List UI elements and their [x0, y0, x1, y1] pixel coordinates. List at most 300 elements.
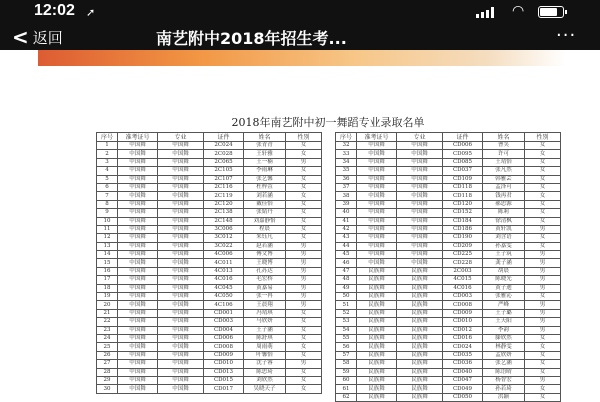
table-cell: 女: [525, 343, 561, 351]
table-cell: 男: [525, 284, 561, 292]
table-cell: 女: [286, 167, 322, 175]
table-row: [336, 225, 561, 233]
table-cell: CD035: [443, 351, 483, 359]
table-cell: 民族舞: [357, 376, 397, 384]
table-cell: 中国舞: [158, 158, 204, 166]
table-cell: 男: [525, 251, 561, 259]
table-row: [336, 242, 561, 250]
table-cell: 郝思源: [483, 200, 525, 208]
table-cell: 王一楠: [244, 158, 286, 166]
table-row: [97, 276, 322, 284]
table-row: [97, 376, 322, 384]
table-cell: 女: [525, 351, 561, 359]
table-cell: CD008: [443, 301, 483, 309]
table-cell: 许可: [483, 150, 525, 158]
table-cell: 滕欣然: [483, 334, 525, 342]
table-cell: CD040: [443, 368, 483, 376]
table-cell: 张青青: [244, 142, 286, 150]
table-cell: 中国舞: [158, 351, 204, 359]
table-row: [336, 351, 561, 359]
table-cell: 53: [336, 318, 357, 326]
table-cell: 胡晨: [483, 267, 525, 275]
table-cell: 中国舞: [118, 200, 158, 208]
table-cell: 孟泽可: [483, 183, 525, 191]
table-cell: 林静雯: [483, 343, 525, 351]
table-cell: 41: [336, 217, 357, 225]
table-cell: 10: [97, 217, 118, 225]
table-cell: 中国舞: [118, 192, 158, 200]
table-cell: 中国舞: [397, 175, 443, 183]
table-row: [97, 284, 322, 292]
table-row: [336, 217, 561, 225]
table-cell: 46: [336, 259, 357, 267]
table-cell: 王子涵: [244, 326, 286, 334]
header-banner-image: [38, 50, 566, 66]
cellular-signal-icon: [476, 7, 498, 18]
table-row: [97, 200, 322, 208]
table-cell: 51: [336, 301, 357, 309]
table-cell: 男: [525, 301, 561, 309]
table-cell: 民族舞: [397, 360, 443, 368]
table-cell: CD186: [443, 225, 483, 233]
table-cell: CD037: [443, 167, 483, 175]
table-cell: 中国舞: [397, 209, 443, 217]
table-row: [97, 334, 322, 342]
header-cell: 证件: [443, 133, 483, 142]
table-cell: 2C028: [204, 150, 244, 158]
table-cell: 民族舞: [357, 301, 397, 309]
table-cell: CD118: [443, 183, 483, 191]
table-cell: 中国舞: [158, 334, 204, 342]
table-row: [336, 284, 561, 292]
table-cell: 张一冉: [244, 293, 286, 301]
table-cell: 22: [97, 318, 118, 326]
document-title: 2018年南艺附中初一舞蹈专业录取名单: [231, 116, 425, 129]
table-row: [336, 259, 561, 267]
table-cell: 16: [97, 267, 118, 275]
table-cell: 9: [97, 209, 118, 217]
table-cell: 女: [286, 175, 322, 183]
table-cell: 男: [286, 276, 322, 284]
table-cell: 曹笑: [483, 142, 525, 150]
table-cell: 女: [286, 225, 322, 233]
location-arrow-icon: ➚: [86, 6, 96, 19]
table-cell: 女: [286, 376, 322, 384]
page-title: 南艺附中2018年招生考...: [156, 29, 347, 48]
table-cell: 女: [525, 242, 561, 250]
table-row: [336, 343, 561, 351]
table-cell: 中国舞: [357, 150, 397, 158]
more-options-button[interactable]: ···: [556, 25, 577, 46]
table-cell: 刘若涵: [244, 192, 286, 200]
table-cell: 中国舞: [158, 259, 204, 267]
table-cell: 女: [525, 175, 561, 183]
table-cell: 中国舞: [118, 293, 158, 301]
table-cell: 4C016: [204, 276, 244, 284]
table-cell: 王晓博: [244, 259, 286, 267]
table-cell: 中国舞: [118, 334, 158, 342]
table-cell: CD184: [443, 217, 483, 225]
table-cell: 朱钰凡: [244, 234, 286, 242]
table-row: [336, 293, 561, 301]
table-cell: 女: [286, 217, 322, 225]
table-cell: 中国舞: [357, 217, 397, 225]
table-row: [97, 309, 322, 317]
table-cell: 32: [336, 142, 357, 150]
table-cell: 民族舞: [357, 276, 397, 284]
table-cell: 21: [97, 309, 118, 317]
status-bar: [0, 0, 600, 24]
table-cell: 中国舞: [118, 276, 158, 284]
table-cell: 中国舞: [357, 242, 397, 250]
table-cell: 女: [525, 200, 561, 208]
table-cell: 男: [286, 251, 322, 259]
table-cell: 男: [525, 376, 561, 384]
table-cell: 8: [97, 200, 118, 208]
table-cell: 中国舞: [158, 234, 204, 242]
table-cell: 中国舞: [118, 376, 158, 384]
header-cell: 证件: [204, 133, 244, 142]
table-cell: 36: [336, 175, 357, 183]
table-cell: 女: [286, 368, 322, 376]
table-cell: 中国舞: [118, 309, 158, 317]
table-cell: CD010: [443, 318, 483, 326]
table-cell: 刘含语: [483, 234, 525, 242]
table-cell: 男: [525, 225, 561, 233]
table-cell: 韩雅芸: [483, 175, 525, 183]
table-cell: 中国舞: [158, 251, 204, 259]
table-cell: 59: [336, 368, 357, 376]
table-cell: CD120: [443, 200, 483, 208]
table-cell: 民族舞: [357, 368, 397, 376]
table-cell: 17: [97, 276, 118, 284]
table-cell: 中国舞: [397, 158, 443, 166]
table-cell: 54: [336, 326, 357, 334]
table-row: [336, 183, 561, 191]
table-row: [97, 368, 322, 376]
table-cell: 女: [525, 150, 561, 158]
table-cell: 中国舞: [118, 385, 158, 393]
table-cell: 15: [97, 259, 118, 267]
table-cell: 47: [336, 267, 357, 275]
table-cell: 中国舞: [357, 225, 397, 233]
table-cell: CD109: [443, 175, 483, 183]
table-cell: 刘嘉静怡: [244, 217, 286, 225]
table-cell: 叶馨怡: [244, 351, 286, 359]
table-cell: 中国舞: [118, 167, 158, 175]
table-cell: 女: [286, 385, 322, 393]
table-cell: 程晨: [244, 225, 286, 233]
table-cell: 女: [286, 326, 322, 334]
back-button[interactable]: [12, 26, 63, 48]
table-cell: 孟欣妍: [483, 351, 525, 359]
table-cell: 中国舞: [397, 217, 443, 225]
table-cell: 民族舞: [357, 309, 397, 317]
table-cell: CD049: [443, 385, 483, 393]
table-cell: 中国舞: [397, 242, 443, 250]
table-cell: 陈舒琪: [244, 334, 286, 342]
table-cell: 4: [97, 167, 118, 175]
table-cell: 中国舞: [158, 318, 204, 326]
table-cell: 中国舞: [158, 217, 204, 225]
table-cell: 王晨翔: [244, 301, 286, 309]
table-cell: 女: [525, 183, 561, 191]
table-cell: 中国舞: [158, 267, 204, 275]
table-cell: 56: [336, 343, 357, 351]
table-cell: 女: [286, 209, 322, 217]
table-row: [97, 351, 322, 359]
table-cell: 民族舞: [397, 368, 443, 376]
table-cell: 42: [336, 225, 357, 233]
table-cell: 中国舞: [357, 192, 397, 200]
table-cell: 中国舞: [118, 217, 158, 225]
table-cell: 2C105: [204, 167, 244, 175]
table-cell: 男: [286, 242, 322, 250]
header-cell: 准考证号: [118, 133, 158, 142]
table-cell: 中国舞: [357, 167, 397, 175]
table-cell: 民族舞: [357, 267, 397, 275]
header-cell: 序号: [336, 133, 357, 142]
table-row: [97, 217, 322, 225]
table-cell: 女: [286, 192, 322, 200]
table-cell: 中国舞: [357, 175, 397, 183]
table-cell: 2C024: [204, 142, 244, 150]
table-cell: 中国舞: [158, 200, 204, 208]
table-row: [336, 234, 561, 242]
table-cell: 中国舞: [357, 158, 397, 166]
table-cell: 60: [336, 376, 357, 384]
table-row: [336, 376, 561, 384]
table-row: [336, 175, 561, 183]
table-cell: 女: [286, 309, 322, 317]
table-cell: 中国舞: [397, 225, 443, 233]
table-cell: 25: [97, 343, 118, 351]
table-cell: 吴晓天子: [244, 385, 286, 393]
table-cell: 赵若涵: [244, 242, 286, 250]
table-cell: 4C013: [204, 267, 244, 275]
table-cell: 严峰: [483, 301, 525, 309]
table-cell: 男: [286, 259, 322, 267]
table-row: [336, 368, 561, 376]
table-cell: 中国舞: [118, 175, 158, 183]
table-cell: 中国舞: [158, 360, 204, 368]
table-cell: 钱再君: [483, 192, 525, 200]
table-cell: 中国舞: [158, 301, 204, 309]
table-cell: 女: [525, 368, 561, 376]
table-cell: 男: [286, 284, 322, 292]
table-row: [336, 309, 561, 317]
table-cell: 中国舞: [118, 150, 158, 158]
table-cell: 中国舞: [397, 200, 443, 208]
table-cell: 女: [286, 343, 322, 351]
table-cell: 张艺涵: [483, 360, 525, 368]
table-cell: 民族舞: [357, 385, 397, 393]
table-cell: 民族舞: [357, 343, 397, 351]
table-row: [336, 385, 561, 393]
table-cell: 民族舞: [357, 284, 397, 292]
table-cell: 毛宏桥: [244, 276, 286, 284]
table-cell: 20: [97, 301, 118, 309]
table-cell: 刘欣然: [244, 376, 286, 384]
table-cell: 19: [97, 293, 118, 301]
table-cell: 45: [336, 251, 357, 259]
table-cell: 女: [286, 142, 322, 150]
table-cell: 民族舞: [397, 276, 443, 284]
table-row: [97, 242, 322, 250]
table-cell: 中国舞: [118, 318, 158, 326]
table-cell: 34: [336, 158, 357, 166]
table-cell: 男: [286, 360, 322, 368]
table-cell: CD095: [443, 150, 483, 158]
table-cell: 女: [525, 217, 561, 225]
table-cell: 男: [286, 158, 322, 166]
table-cell: CD017: [204, 385, 244, 393]
table-cell: 中国舞: [357, 209, 397, 217]
table-cell: 男: [525, 326, 561, 334]
table-cell: CD152: [443, 209, 483, 217]
header-cell: 姓名: [483, 133, 525, 142]
table-cell: 李韵: [483, 326, 525, 334]
table-cell: CD001: [204, 309, 244, 317]
table-cell: 4C106: [204, 301, 244, 309]
table-cell: 中国舞: [158, 376, 204, 384]
table-row: [97, 293, 322, 301]
table-cell: CD013: [204, 368, 244, 376]
table-cell: 王天阳: [483, 318, 525, 326]
table-cell: 27: [97, 360, 118, 368]
table-cell: CD003: [204, 318, 244, 326]
table-row: [97, 142, 322, 150]
table-cell: 民族舞: [397, 351, 443, 359]
table-cell: 3: [97, 158, 118, 166]
table-cell: CD004: [204, 326, 244, 334]
table-cell: 62: [336, 393, 357, 401]
table-cell: 2C107: [204, 175, 244, 183]
table-cell: 张艺馨: [244, 175, 286, 183]
table-row: [336, 360, 561, 368]
table-cell: 中国舞: [118, 142, 158, 150]
table-cell: 男: [525, 318, 561, 326]
table-row: [336, 393, 561, 401]
table-cell: 中国舞: [158, 284, 204, 292]
header-cell: 准考证号: [357, 133, 397, 142]
table-cell: 男: [286, 301, 322, 309]
table-row: [336, 200, 561, 208]
table-cell: 中国舞: [118, 183, 158, 191]
table-cell: CD036: [443, 360, 483, 368]
table-cell: 周雨萌: [244, 343, 286, 351]
table-cell: 2C119: [204, 192, 244, 200]
status-time: 12:02: [34, 2, 75, 19]
table-cell: 23: [97, 326, 118, 334]
table-cell: 中国舞: [118, 225, 158, 233]
chevron-left-icon: <: [12, 25, 29, 49]
table-cell: 2C138: [204, 209, 244, 217]
table-row: [336, 167, 561, 175]
table-cell: 女: [286, 318, 322, 326]
table-cell: CD047: [443, 376, 483, 384]
table-cell: 中国舞: [397, 251, 443, 259]
table-cell: 女: [525, 393, 561, 401]
table-row: [336, 251, 561, 259]
table-cell: 女: [525, 360, 561, 368]
table-cell: 民族舞: [357, 360, 397, 368]
table-cell: 民族舞: [397, 301, 443, 309]
table-cell: 沈子睿: [244, 360, 286, 368]
table-cell: 徐清枫: [483, 217, 525, 225]
table-cell: 57: [336, 351, 357, 359]
table-cell: 民族舞: [357, 393, 397, 401]
table-cell: CD009: [443, 309, 483, 317]
table-cell: 4C016: [443, 284, 483, 292]
table-row: [97, 318, 322, 326]
table-cell: 中国舞: [158, 142, 204, 150]
table-cell: 民族舞: [397, 284, 443, 292]
table-cell: 男: [525, 267, 561, 275]
table-cell: 女: [286, 334, 322, 342]
table-cell: 民族舞: [357, 351, 397, 359]
table-cell: 中国舞: [158, 192, 204, 200]
table-cell: 中国舞: [158, 343, 204, 351]
table-cell: 女: [525, 234, 561, 242]
table-cell: 中国舞: [118, 301, 158, 309]
table-cell: 黄轩凯: [483, 225, 525, 233]
table-cell: 2C065: [204, 158, 244, 166]
table-cell: 中国舞: [397, 167, 443, 175]
table-row: [336, 192, 561, 200]
table-cell: 中国舞: [118, 351, 158, 359]
table-cell: 中国舞: [158, 309, 204, 317]
table-cell: 2C116: [204, 183, 244, 191]
roster-table-left: [96, 132, 322, 394]
table-cell: 民族舞: [397, 343, 443, 351]
table-cell: 女: [525, 158, 561, 166]
table-cell: 39: [336, 200, 357, 208]
table-row: [336, 326, 561, 334]
table-cell: 王子筑: [483, 251, 525, 259]
table-cell: 女: [525, 334, 561, 342]
table-row: [97, 225, 322, 233]
table-cell: 中国舞: [397, 150, 443, 158]
table-cell: 4C011: [204, 259, 244, 267]
header-cell: 序号: [97, 133, 118, 142]
table-cell: 中国舞: [158, 209, 204, 217]
table-cell: 中国舞: [397, 142, 443, 150]
table-cell: CD050: [443, 393, 483, 401]
table-cell: 民族舞: [397, 309, 443, 317]
table-row: [336, 334, 561, 342]
table-cell: 2: [97, 150, 118, 158]
table-cell: CD003: [443, 293, 483, 301]
nav-bar: [0, 24, 600, 50]
roster-table-right: [335, 132, 561, 402]
table-cell: 11: [97, 225, 118, 233]
table-cell: CD085: [443, 158, 483, 166]
table-cell: 中国舞: [118, 251, 158, 259]
table-cell: 女: [525, 385, 561, 393]
table-cell: 48: [336, 276, 357, 284]
table-cell: 29: [97, 376, 118, 384]
table-cell: 中国舞: [118, 267, 158, 275]
table-cell: 中国舞: [118, 368, 158, 376]
table-cell: 中国舞: [118, 343, 158, 351]
table-cell: 孔苏达: [244, 267, 286, 275]
table-cell: 戴佳怡: [244, 200, 286, 208]
table-cell: 2C148: [204, 217, 244, 225]
table-cell: 女: [286, 200, 322, 208]
table-cell: 50: [336, 293, 357, 301]
table-row: [97, 259, 322, 267]
